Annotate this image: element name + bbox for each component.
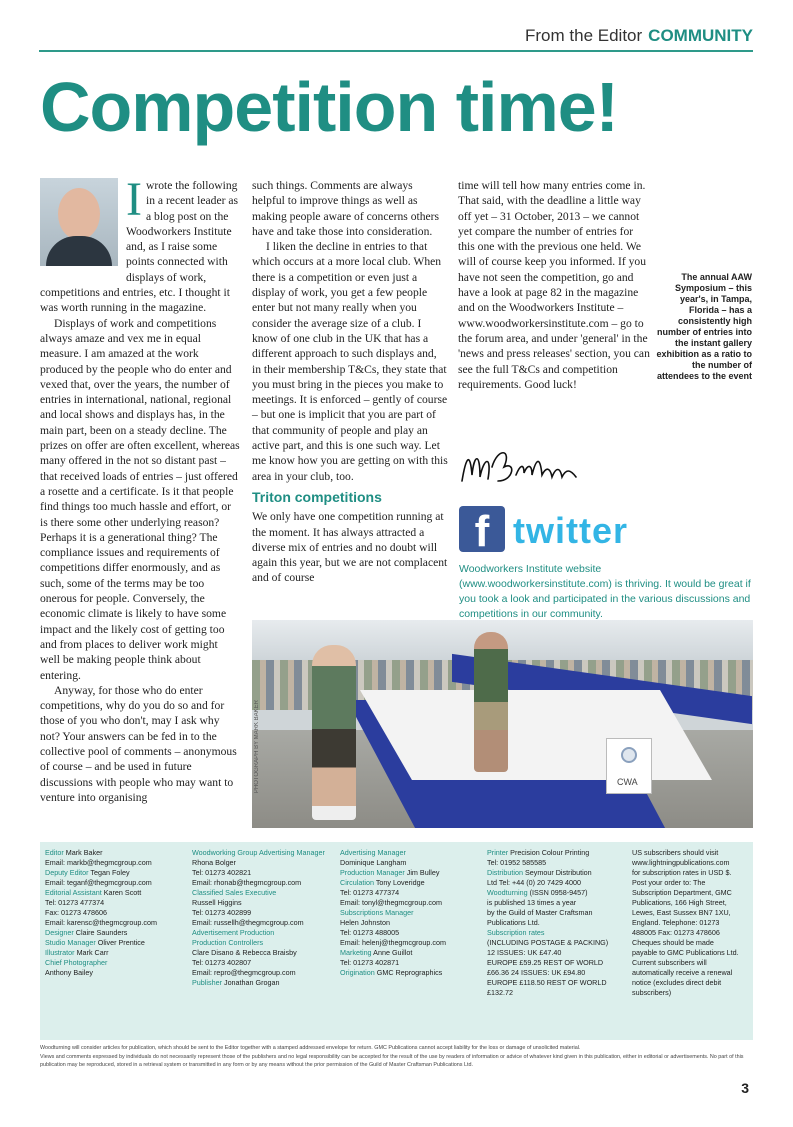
- masthead-line: [632, 978, 750, 988]
- masthead-line: [632, 948, 750, 958]
- masthead-value: Seymour Distribution: [524, 868, 592, 877]
- masthead-line: [487, 928, 627, 938]
- masthead-label: Advertising Manager: [340, 848, 406, 857]
- masthead-line: [487, 848, 627, 858]
- masthead-value: Oliver Prentice: [97, 938, 145, 947]
- masthead-line: [487, 938, 627, 948]
- masthead-label: Woodworking Group Advertising Manager: [192, 848, 325, 857]
- masthead-value: Email: rhonab@thegmcgroup.com: [192, 878, 302, 887]
- masthead-line: [632, 848, 750, 858]
- masthead-value: Clare Disano & Rebecca Braisby: [192, 948, 297, 957]
- masthead-column-2: [192, 848, 332, 988]
- masthead-label: Distribution: [487, 868, 523, 877]
- disclaimer-line: Views and comments expressed by individuals do not necessarily represent those of the publishers and no legal responsibility can be accepted for the result of the use by readers of information or advice of whatever kind given in this publication, either in editorial or advertisements. No part of this publication may be reproduced, stored in a retrieval system or transmitted in any form or by any means without the prior permission of the Guild of Master Craftsman Publications Ltd.: [40, 1054, 744, 1068]
- masthead-value: Tel: 01273 488005: [340, 928, 400, 937]
- masthead-value: Subscription Department, GMC: [632, 888, 732, 897]
- masthead-value: 12 ISSUES: UK £47.40: [487, 948, 562, 957]
- masthead-value: payable to GMC Publications Ltd.: [632, 948, 739, 957]
- masthead-value: Tel: 01273 477374: [340, 888, 400, 897]
- masthead-label: Chief Photographer: [45, 958, 108, 967]
- paragraph: I liken the decline in entries to that which occurs at a more local club. When there is a competition or even just a display of work, you get a few people enter but not many really when you consider the average size of a club. I know of one club in the UK that has a different approach to such displays and, in their membership T&Cs, they state that you must bring in the pieces you make to meetings. It is enforced – gently of course – but one is implicit that you are part of that community of people and play an active part, and this is one such way. Let me know how you are getting on with this area in your club, too.: [252, 240, 448, 483]
- masthead-line: [192, 888, 332, 898]
- masthead-line: [45, 938, 185, 948]
- masthead-value: Current subscribers will: [632, 958, 707, 967]
- paragraph: Displays of work and competitions always amaze and vex me in equal measure. I am amazed at the work produced by the people who do enter and vexed that, over the years, the number of entries in international, national, regional and local shows and displays has, in the main part, been on a steady decline. The prizes on offer are often excellent, whereas many offered in the not so distant past – that received loads of entries – just offered a rosette and a certificate. Is it that people find things too much hassle and effort, or is there some other underlying reason? Perhaps it is a generational thing? The compliance issues and requirements of competitions differ enormously, and as such, some of the terms may be too onerous for people. Conversely, the economic climate is likely to have some impact and the likely cost of getting too and from places to deliver work might well be making people think about entering.: [40, 316, 240, 682]
- editor-portrait: [40, 178, 118, 266]
- masthead-line: [45, 848, 185, 858]
- masthead-line: [45, 888, 185, 898]
- masthead-line: [340, 878, 480, 888]
- logo-icon: [621, 747, 637, 763]
- masthead-line: [340, 908, 480, 918]
- masthead-line: [340, 928, 480, 938]
- masthead-label: Studio Manager: [45, 938, 96, 947]
- masthead-value: Tel: 01273 402807: [192, 958, 252, 967]
- masthead-line: [487, 958, 627, 968]
- masthead-value: Email: helenj@thegmcgroup.com: [340, 938, 446, 947]
- masthead-line: [340, 898, 480, 908]
- masthead-line: [632, 868, 750, 878]
- page-number: 3: [741, 1080, 749, 1096]
- masthead-label: Printer: [487, 848, 509, 857]
- masthead-value: subscribers): [632, 988, 672, 997]
- masthead-line: [340, 958, 480, 968]
- headline: Competition time!: [40, 68, 618, 146]
- masthead-value: Helen Johnston: [340, 918, 390, 927]
- header-rule: [39, 50, 753, 52]
- masthead-line: [192, 978, 332, 988]
- masthead-label: Editor: [45, 848, 64, 857]
- disclaimer-line: Woodturning will consider articles for publication, which should be sent to the Editor together with a stamped addressed envelope for return. GMC Publications cannot accept liability for the loss or damage of unsolicited material.: [40, 1045, 581, 1051]
- subhead: Triton competitions: [252, 488, 382, 505]
- masthead-label: Circulation: [340, 878, 374, 887]
- masthead-line: [632, 858, 750, 868]
- masthead-line: [45, 968, 185, 978]
- masthead-label: Editorial Assistant: [45, 888, 102, 897]
- article-column-2: [252, 178, 448, 586]
- masthead-value: Claire Saunders: [75, 928, 128, 937]
- masthead-value: Email: karensc@thegmcgroup.com: [45, 918, 157, 927]
- masthead-label: Classified Sales Executive: [192, 888, 277, 897]
- masthead-value: 488005 Fax: 01273 478606: [632, 928, 720, 937]
- masthead-value: (INCLUDING POSTAGE & PACKING): [487, 938, 609, 947]
- masthead-label: Production Controllers: [192, 938, 264, 947]
- masthead-value: Email: russellh@thegmcgroup.com: [192, 918, 304, 927]
- symposium-photo: [252, 620, 753, 828]
- masthead-value: Lewes, East Sussex BN7 1XU,: [632, 908, 731, 917]
- masthead-line: [45, 908, 185, 918]
- masthead-column-4: [487, 848, 627, 998]
- masthead-value: Cheques should be made: [632, 938, 714, 947]
- masthead-label: Designer: [45, 928, 74, 937]
- masthead-line: [45, 958, 185, 968]
- masthead-value: Tel: 01273 402871: [340, 958, 400, 967]
- masthead-line: [487, 978, 627, 988]
- masthead-value: Mark Baker: [65, 848, 103, 857]
- masthead-value: Email: markb@thegmcgroup.com: [45, 858, 152, 867]
- masthead-value: Jim Bulley: [406, 868, 440, 877]
- masthead-line: [487, 968, 627, 978]
- masthead-value: Tony Loveridge: [375, 878, 425, 887]
- masthead-value: Anne Guillot: [373, 948, 413, 957]
- masthead-line: [632, 938, 750, 948]
- masthead-line: [340, 868, 480, 878]
- masthead-value: Tel: 01273 402899: [192, 908, 252, 917]
- masthead-value: Tel: 01273 477374: [45, 898, 105, 907]
- website-blurb: Woodworkers Institute website (www.woodworkersinstitute.com) is thriving. It would be great if you took a look and participated in the various discussions and competitions in our community.: [459, 563, 751, 620]
- masthead-value: Post your order to: The: [632, 878, 706, 887]
- masthead-value: for subscription rates in USD $.: [632, 868, 732, 877]
- masthead-value: £66.36 24 ISSUES: UK £94.80: [487, 968, 586, 977]
- masthead-value: EUROPE £118.50 REST OF WORLD: [487, 978, 607, 987]
- masthead-line: [192, 958, 332, 968]
- masthead-line: [45, 858, 185, 868]
- masthead-line: [632, 968, 750, 978]
- masthead-value: US subscribers should visit: [632, 848, 719, 857]
- masthead-line: [632, 958, 750, 968]
- masthead-column-5: [632, 848, 750, 998]
- masthead-label: Deputy Editor: [45, 868, 89, 877]
- masthead-line: [632, 888, 750, 898]
- section-prefix: From the Editor: [525, 26, 643, 45]
- masthead-value: Tel: 01273 402821: [192, 868, 252, 877]
- masthead-line: [632, 928, 750, 938]
- masthead-value: EUROPE £59.25 REST OF WORLD: [487, 958, 604, 967]
- editor-signature: [458, 437, 588, 497]
- masthead-line: [340, 938, 480, 948]
- masthead-value: Fax: 01273 478606: [45, 908, 107, 917]
- masthead-label: Production Manager: [340, 868, 405, 877]
- masthead-label: Woodturning: [487, 888, 528, 897]
- photo-credit: PHOTOGRAPH BY MARK BAKER: [254, 700, 260, 794]
- masthead-value: Email: teganf@thegmcgroup.com: [45, 878, 152, 887]
- masthead-line: [487, 988, 627, 998]
- masthead-line: [632, 918, 750, 928]
- masthead-line: [45, 948, 185, 958]
- masthead-line: [45, 898, 185, 908]
- masthead-line: [487, 888, 627, 898]
- masthead-line: [632, 878, 750, 888]
- masthead-label: Origination: [340, 968, 375, 977]
- masthead-value: Publications Ltd.: [487, 918, 540, 927]
- masthead-line: [632, 908, 750, 918]
- masthead-line: [192, 878, 332, 888]
- masthead-line: [340, 858, 480, 868]
- masthead-value: (ISSN 0958-9457): [529, 888, 588, 897]
- masthead: [40, 842, 753, 1040]
- paragraph: time will tell how many entries come in. That said, with the deadline a little way off yet – 31 October, 2013 – we cannot yet compare the number of entries for this one with the previous one held. We will of course keep you informed. If you have not seen the competition, go and have a look at page 82 in the magazine and on the Woodworkers Institute – www.woodworkersinstitute.com – go to the forum area, and under 'general' in the 'news and press releases' section, you can see the full T&Cs and competition requirements. Good luck!: [458, 179, 650, 391]
- masthead-value: Russell Higgins: [192, 898, 242, 907]
- masthead-label: Marketing: [340, 948, 372, 957]
- masthead-line: [340, 948, 480, 958]
- masthead-value: Anthony Bailey: [45, 968, 93, 977]
- masthead-value: GMC Reprographics: [376, 968, 443, 977]
- table-sign: CWA: [606, 738, 652, 794]
- masthead-value: notice (excludes direct debit: [632, 978, 722, 987]
- masthead-value: Publications, 166 High Street,: [632, 898, 727, 907]
- masthead-value: Ltd Tel: +44 (0) 20 7429 4000: [487, 878, 581, 887]
- masthead-value: £132.72: [487, 988, 513, 997]
- masthead-line: [340, 968, 480, 978]
- section-header: [525, 26, 753, 46]
- article-column-1: [40, 173, 240, 805]
- masthead-line: [192, 918, 332, 928]
- masthead-line: [487, 948, 627, 958]
- masthead-line: [192, 898, 332, 908]
- masthead-value: Precision Colour Printing: [510, 848, 590, 857]
- masthead-label: Publisher: [192, 978, 222, 987]
- section-name: COMMUNITY: [648, 26, 753, 45]
- masthead-line: [340, 848, 480, 858]
- masthead-value: Tegan Foley: [90, 868, 130, 877]
- masthead-value: is published 13 times a year: [487, 898, 577, 907]
- masthead-line: [192, 938, 332, 948]
- paragraph: We only have one competition running at the moment. It has always attracted a diverse mix of entries and no doubt will again this year, but we are not complacent and of course: [252, 510, 448, 585]
- facebook-icon: f: [459, 506, 505, 552]
- dropcap: I: [126, 173, 142, 226]
- masthead-line: [192, 968, 332, 978]
- masthead-line: [45, 928, 185, 938]
- paragraph: wrote the following in a recent leader as a blog post on the Woodworkers Institute and, as I raise some points connected with displays of work, competitions and entries, etc. I thought it was worth running in the magazine.: [40, 179, 239, 315]
- masthead-value: England. Telephone: 01273: [632, 918, 720, 927]
- masthead-label: Illustrator: [45, 948, 75, 957]
- masthead-value: Rhona Bolger: [192, 858, 236, 867]
- masthead-line: [340, 888, 480, 898]
- masthead-line: [45, 918, 185, 928]
- masthead-line: [632, 898, 750, 908]
- social-logos: [459, 506, 753, 560]
- masthead-value: Karen Scott: [103, 888, 142, 897]
- masthead-line: [192, 948, 332, 958]
- masthead-line: [192, 928, 332, 938]
- masthead-column-1: [45, 848, 185, 978]
- article-column-3: [458, 178, 652, 392]
- masthead-value: Dominique Langham: [340, 858, 407, 867]
- masthead-line: [487, 858, 627, 868]
- twitter-wordmark: twitter: [513, 510, 628, 551]
- masthead-column-3: [340, 848, 480, 978]
- masthead-value: by the Guild of Master Craftsman: [487, 908, 593, 917]
- masthead-value: Jonathan Grogan: [223, 978, 280, 987]
- paragraph: Anyway, for those who do enter competitions, why do you do so and for those of you who don't, may I ask why not? Your answers can be fed in to the collective pool of comments – anonymous of course – and be used in future discussions with people who may want to venture into organising: [40, 683, 237, 804]
- masthead-line: [45, 868, 185, 878]
- masthead-line: [192, 908, 332, 918]
- masthead-line: [487, 908, 627, 918]
- masthead-line: [45, 878, 185, 888]
- masthead-line: [487, 878, 627, 888]
- masthead-value: Tel: 01952 585585: [487, 858, 547, 867]
- masthead-value: automatically receive a renewal: [632, 968, 733, 977]
- disclaimer: [40, 1044, 753, 1069]
- masthead-line: [632, 988, 750, 998]
- masthead-line: [192, 848, 332, 868]
- masthead-line: [487, 868, 627, 878]
- masthead-label: Advertisement Production: [192, 928, 275, 937]
- masthead-line: [487, 898, 627, 908]
- masthead-value: Email: tonyl@thegmcgroup.com: [340, 898, 442, 907]
- masthead-line: [487, 918, 627, 928]
- masthead-value: Email: repro@thegmcgroup.com: [192, 968, 296, 977]
- photo-caption: The annual AAW Symposium – this year's, in Tampa, Florida – has a consistently high number of entries into the instant gallery exhibition as a ratio to the number of attendees to the event: [656, 272, 752, 381]
- masthead-line: [340, 918, 480, 928]
- masthead-label: Subscription rates: [487, 928, 545, 937]
- masthead-label: Subscriptions Manager: [340, 908, 414, 917]
- masthead-value: www.lightningpublications.com: [632, 858, 730, 867]
- masthead-value: Mark Carr: [76, 948, 109, 957]
- paragraph: such things. Comments are always helpful to improve things as well as making people aware of concerns others have and take those into consideration.: [252, 179, 440, 238]
- masthead-line: [192, 868, 332, 878]
